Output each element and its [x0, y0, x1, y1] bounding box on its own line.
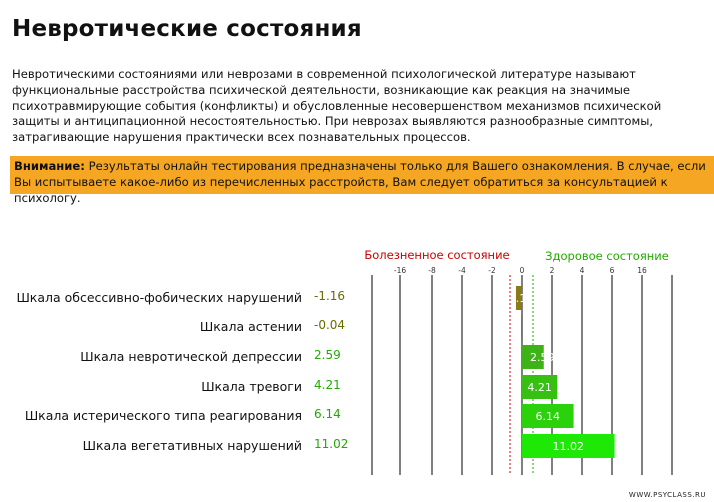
warning-text: Результаты онлайн тестирования предназначены только для Вашего ознакомления. В случае, если Вы испытываете какое-либо из перечисленных расстройств, Вам следует обратиться за консультацией к психологу. [14, 159, 706, 205]
tick-label: -2 [488, 266, 496, 275]
warning-label: Внимание: [14, 159, 85, 173]
bar-label: 6.14 [535, 410, 561, 423]
scale-label: Шкала невротической депрессии [80, 349, 302, 364]
bar-label: 11.02 [552, 440, 585, 453]
scale-label: Шкала истерического типа реагирования [24, 408, 302, 423]
watermark: WWW.PSYCLASS.RU [628, 491, 706, 499]
tick-label: 0 [519, 266, 525, 275]
scale-label: Шкала вегетативных нарушений [82, 438, 302, 453]
axis-ticks [394, 266, 647, 275]
neurosis-scales-chart [0, 240, 714, 502]
tick-label: -4 [458, 266, 466, 275]
scale-label: Шкала тревоги [201, 379, 302, 394]
tick-label: 2 [549, 266, 555, 275]
header-unhealthy: Болезненное состояние [364, 248, 510, 262]
value-label: 4.21 [314, 378, 341, 392]
bar [521, 315, 522, 339]
value-label: 6.14 [314, 407, 341, 421]
bar-label: 4.21 [527, 381, 552, 394]
intro-paragraph: Невротическими состояниями или неврозами в современной психологической литературе называют функциональные расстройства психической деятельности, возникающие как реакция на значимые психотравмирующие события (конфликты) и обусловленные несовершенством механизмов психической защиты и антиципационной несостоятельностью. При неврозах выявляются разнообразные симптомы, затрагивающие нарушения практически всех познавательных процессов. [12, 67, 662, 145]
tick-label: -8 [428, 266, 436, 275]
chart-rows [16, 286, 614, 458]
value-label: -1.16 [314, 289, 346, 303]
warning-box [10, 156, 714, 205]
tick-label: 4 [579, 266, 585, 275]
value-label: -0.04 [314, 318, 346, 332]
bar-label: -1.16 [504, 292, 534, 305]
page-title: Невротические состояния [12, 16, 362, 42]
bar-label: 2.59 [530, 351, 555, 364]
scale-label: Шкала астении [199, 319, 302, 334]
value-label: 2.59 [314, 348, 341, 362]
tick-label: 16 [637, 266, 647, 275]
tick-label: -16 [393, 266, 407, 275]
tick-label: 6 [609, 266, 615, 275]
value-label: 11.02 [314, 437, 349, 451]
scale-label: Шкала обсессивно-фобических нарушений [16, 290, 302, 305]
header-healthy: Здоровое состояние [545, 249, 669, 263]
